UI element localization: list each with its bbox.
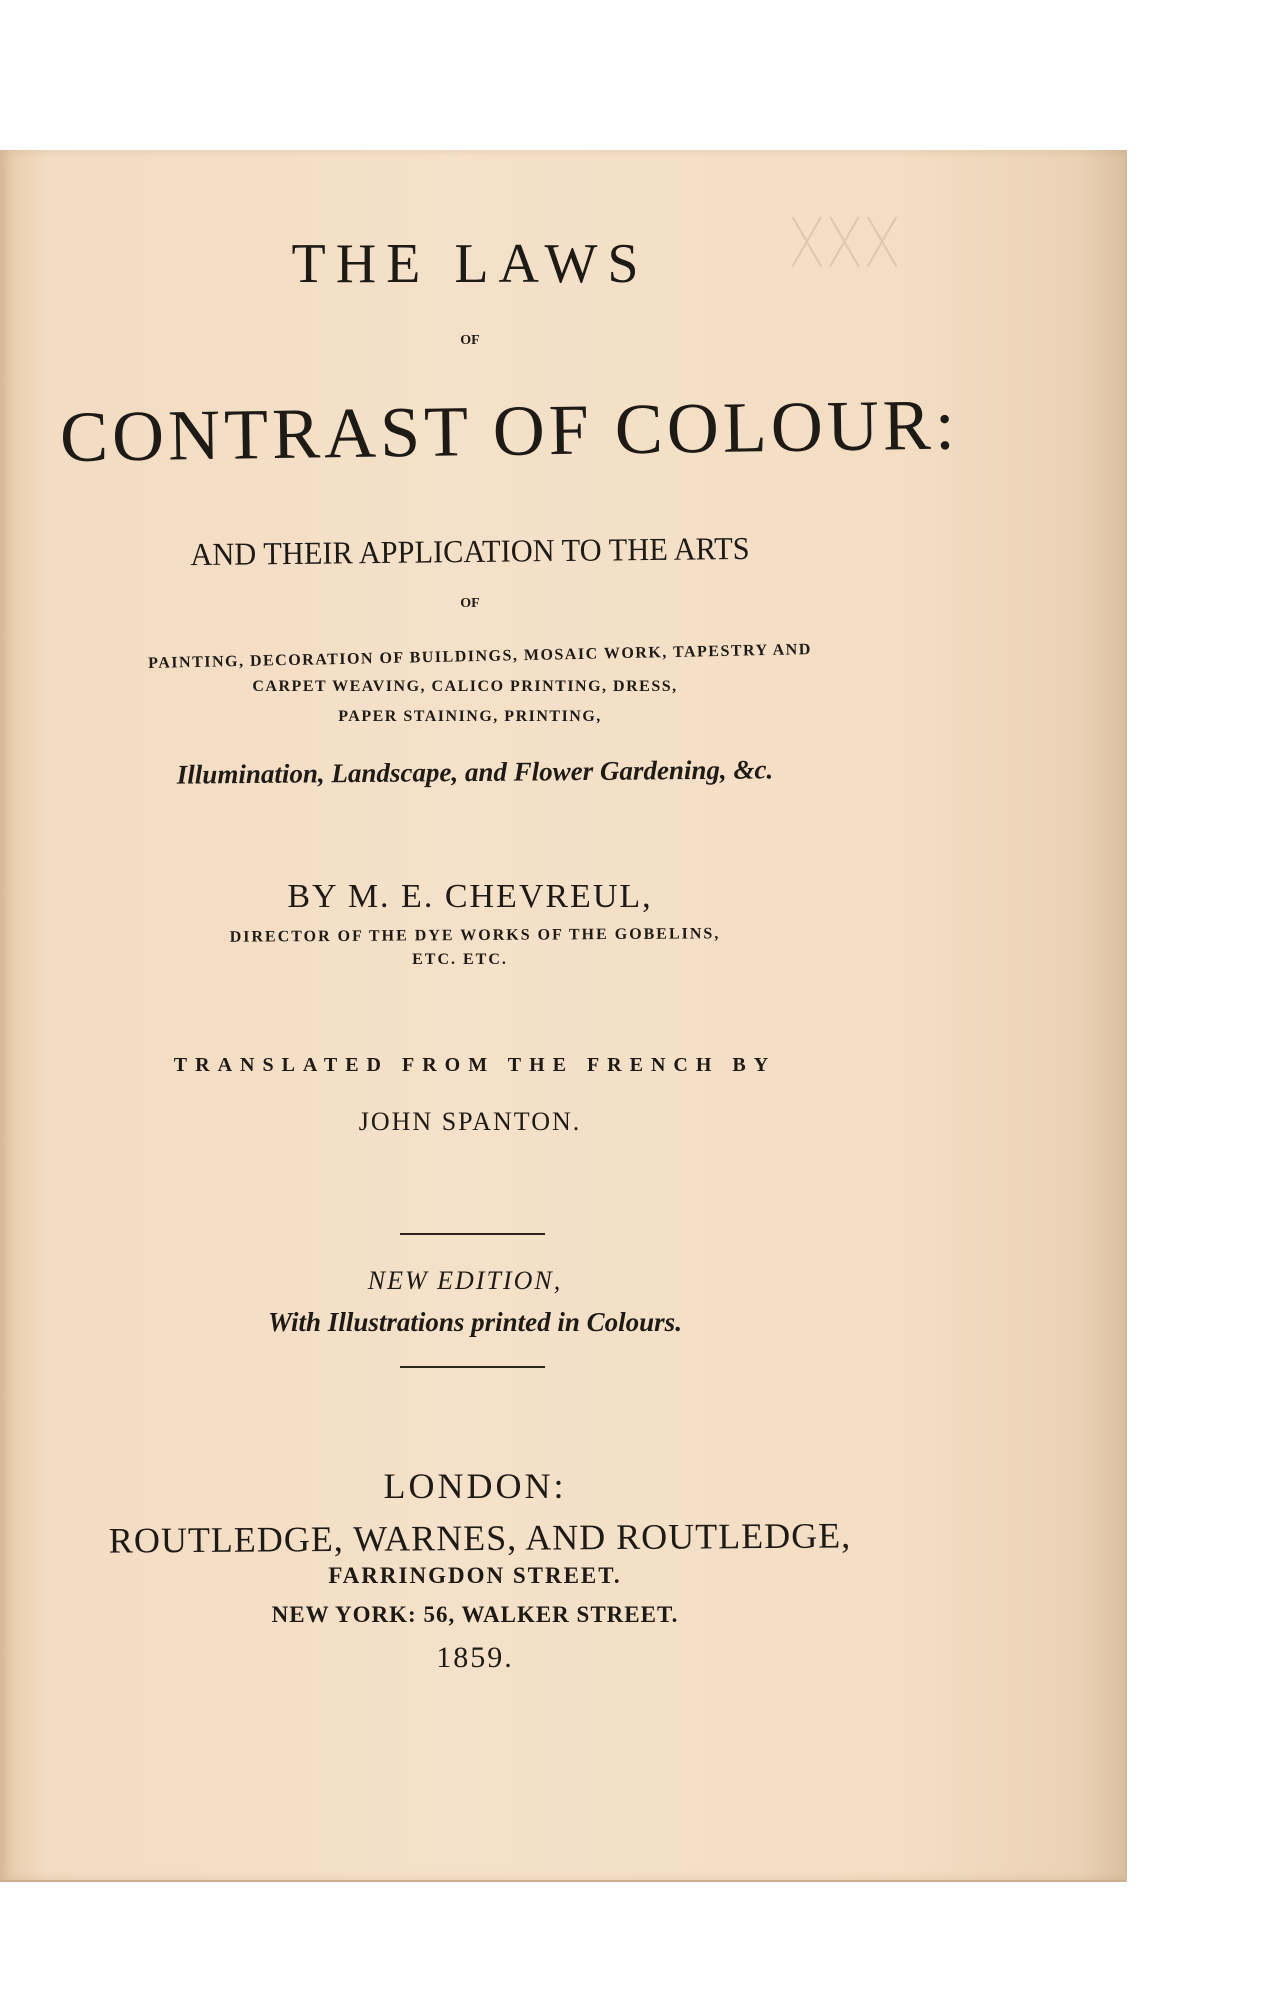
top-rule (400, 1233, 545, 1235)
illustrations-note: With Illustrations printed in Colours. (268, 1307, 682, 1337)
bottom-rule (400, 1366, 545, 1368)
title-line-the-laws: THE LAWS (291, 233, 649, 295)
city: LONDON: (383, 1466, 567, 1506)
arts-line-3: PAPER STAINING, PRINTING, (338, 708, 602, 725)
new-york-address: NEW YORK: 56, WALKER STREET. (271, 1602, 679, 1627)
subtitle: AND THEIR APPLICATION TO THE ARTS (190, 529, 750, 573)
author-name: BY M. E. CHEVREUL, (287, 878, 653, 915)
author-title-2: ETC. ETC. (412, 951, 508, 968)
author-title-1: DIRECTOR OF THE DYE WORKS OF THE GOBELINS, (229, 925, 721, 946)
stamp-mark: ᚷᚷᚷ (790, 210, 903, 275)
arts-line-1: PAINTING, DECORATION OF BUILDINGS, MOSAIC WORK, TAPESTRY AND (148, 641, 812, 672)
translator-name: JOHN SPANTON. (358, 1107, 582, 1136)
publication-year: 1859. (436, 1641, 514, 1674)
main-title: CONTRAST OF COLOUR: (59, 384, 960, 477)
title-of-1: OF (460, 333, 480, 348)
arts-line-4: Illumination, Landscape, and Flower Gardening, &c. (176, 754, 774, 790)
publisher-street: FARRINGDON STREET. (328, 1563, 622, 1588)
new-edition: NEW EDITION, (367, 1266, 563, 1295)
publisher: ROUTLEDGE, WARNES, AND ROUTLEDGE, (108, 1515, 852, 1561)
translated-by: TRANSLATED FROM THE FRENCH BY (173, 1054, 777, 1076)
title-of-2: OF (460, 596, 480, 611)
arts-line-2: CARPET WEAVING, CALICO PRINTING, DRESS, (252, 678, 678, 695)
